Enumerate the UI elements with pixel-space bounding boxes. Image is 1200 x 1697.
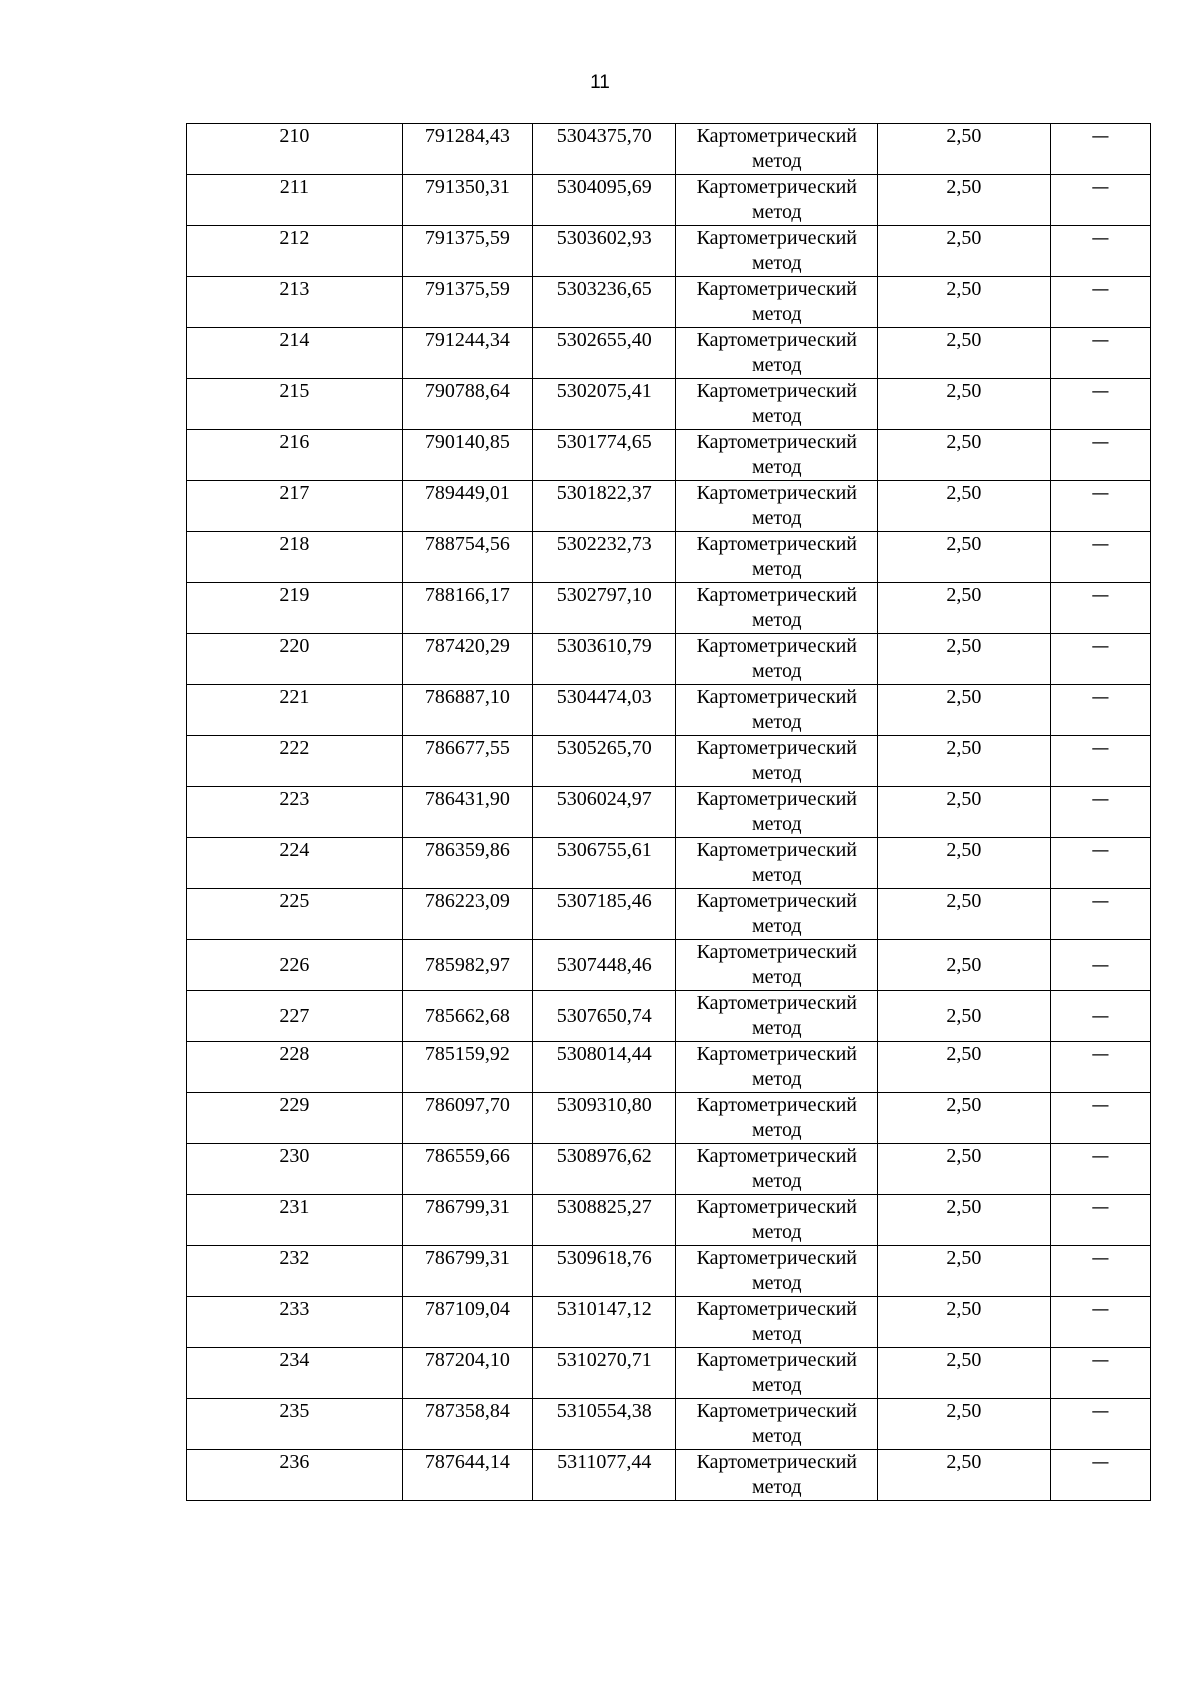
method-cell	[676, 940, 878, 991]
y-coordinate-cell: 5307185,46	[533, 889, 676, 940]
method-line1: Картометрический	[696, 635, 858, 657]
x-coordinate-cell: 790788,64	[402, 379, 532, 430]
note-cell: —	[1050, 1195, 1150, 1246]
x-coordinate-cell: 785159,92	[402, 1042, 532, 1093]
note-cell: —	[1050, 1399, 1150, 1450]
table-row	[187, 1195, 1151, 1246]
note-cell: —	[1050, 532, 1150, 583]
method-line1: Картометрический	[696, 380, 858, 402]
error-cell: 2,50	[878, 1093, 1051, 1144]
method-line2: метод	[751, 1272, 802, 1294]
method-line1: Картометрический	[696, 1094, 858, 1116]
table-row	[187, 736, 1151, 787]
x-coordinate-cell: 786677,55	[402, 736, 532, 787]
y-coordinate-cell: 5310554,38	[533, 1399, 676, 1450]
method-line2: метод	[751, 864, 802, 886]
table-row	[187, 889, 1151, 940]
point-number-cell: 223	[187, 787, 403, 838]
method-cell	[676, 430, 878, 481]
method-line1: Картометрический	[696, 992, 858, 1014]
y-coordinate-cell: 5302232,73	[533, 532, 676, 583]
point-number-cell: 235	[187, 1399, 403, 1450]
error-cell: 2,50	[878, 277, 1051, 328]
method-line1: Картометрический	[696, 1400, 858, 1422]
method-cell	[676, 226, 878, 277]
note-cell: —	[1050, 1297, 1150, 1348]
point-number-cell: 225	[187, 889, 403, 940]
y-coordinate-cell: 5309618,76	[533, 1246, 676, 1297]
method-cell	[676, 175, 878, 226]
y-coordinate-cell: 5302797,10	[533, 583, 676, 634]
y-coordinate-cell: 5302075,41	[533, 379, 676, 430]
x-coordinate-cell: 787204,10	[402, 1348, 532, 1399]
y-coordinate-cell: 5308976,62	[533, 1144, 676, 1195]
error-cell: 2,50	[878, 1246, 1051, 1297]
table-row	[187, 1348, 1151, 1399]
method-line1: Картометрический	[696, 839, 858, 861]
coordinates-table	[186, 123, 1151, 1501]
y-coordinate-cell: 5307650,74	[533, 991, 676, 1042]
method-cell	[676, 1042, 878, 1093]
note-cell: —	[1050, 1042, 1150, 1093]
method-line1: Картометрический	[696, 482, 858, 504]
method-line2: метод	[751, 1221, 802, 1243]
x-coordinate-cell: 786097,70	[402, 1093, 532, 1144]
table-row	[187, 634, 1151, 685]
y-coordinate-cell: 5309310,80	[533, 1093, 676, 1144]
note-cell: —	[1050, 124, 1150, 175]
x-coordinate-cell: 788754,56	[402, 532, 532, 583]
error-cell: 2,50	[878, 1144, 1051, 1195]
method-cell	[676, 889, 878, 940]
table-row	[187, 583, 1151, 634]
y-coordinate-cell: 5310270,71	[533, 1348, 676, 1399]
x-coordinate-cell: 785982,97	[402, 940, 532, 991]
method-line2: метод	[751, 660, 802, 682]
table-row	[187, 685, 1151, 736]
method-line1: Картометрический	[696, 788, 858, 810]
method-cell	[676, 1093, 878, 1144]
method-line2: метод	[751, 558, 802, 580]
error-cell: 2,50	[878, 736, 1051, 787]
error-cell: 2,50	[878, 1297, 1051, 1348]
table-row	[187, 991, 1151, 1042]
point-number-cell: 233	[187, 1297, 403, 1348]
y-coordinate-cell: 5303610,79	[533, 634, 676, 685]
x-coordinate-cell: 791244,34	[402, 328, 532, 379]
point-number-cell: 210	[187, 124, 403, 175]
table-row	[187, 1042, 1151, 1093]
method-line2: метод	[751, 252, 802, 274]
point-number-cell: 226	[187, 940, 403, 991]
table-row	[187, 532, 1151, 583]
table-row	[187, 940, 1151, 991]
point-number-cell: 229	[187, 1093, 403, 1144]
point-number-cell: 216	[187, 430, 403, 481]
table-row	[187, 328, 1151, 379]
method-cell	[676, 124, 878, 175]
method-line2: метод	[751, 762, 802, 784]
point-number-cell: 211	[187, 175, 403, 226]
error-cell: 2,50	[878, 1450, 1051, 1501]
method-cell	[676, 277, 878, 328]
page-number: 11	[590, 72, 610, 93]
point-number-cell: 230	[187, 1144, 403, 1195]
x-coordinate-cell: 786359,86	[402, 838, 532, 889]
method-line2: метод	[751, 507, 802, 529]
method-cell	[676, 1399, 878, 1450]
method-cell	[676, 991, 878, 1042]
method-line2: метод	[751, 201, 802, 223]
point-number-cell: 231	[187, 1195, 403, 1246]
note-cell: —	[1050, 940, 1150, 991]
error-cell: 2,50	[878, 838, 1051, 889]
table-row	[187, 124, 1151, 175]
y-coordinate-cell: 5306024,97	[533, 787, 676, 838]
method-cell	[676, 787, 878, 838]
x-coordinate-cell: 791375,59	[402, 277, 532, 328]
x-coordinate-cell: 790140,85	[402, 430, 532, 481]
table-row	[187, 838, 1151, 889]
table-row	[187, 430, 1151, 481]
method-line1: Картометрический	[696, 176, 858, 198]
point-number-cell: 213	[187, 277, 403, 328]
error-cell: 2,50	[878, 379, 1051, 430]
note-cell: —	[1050, 430, 1150, 481]
method-line2: метод	[751, 609, 802, 631]
method-line1: Картометрический	[696, 431, 858, 453]
method-line2: метод	[751, 405, 802, 427]
x-coordinate-cell: 785662,68	[402, 991, 532, 1042]
note-cell: —	[1050, 1450, 1150, 1501]
method-line1: Картометрический	[696, 533, 858, 555]
method-line1: Картометрический	[696, 125, 858, 147]
note-cell: —	[1050, 481, 1150, 532]
error-cell: 2,50	[878, 328, 1051, 379]
x-coordinate-cell: 788166,17	[402, 583, 532, 634]
y-coordinate-cell: 5304375,70	[533, 124, 676, 175]
method-cell	[676, 1450, 878, 1501]
method-line2: метод	[751, 1476, 802, 1498]
method-line2: метод	[751, 1374, 802, 1396]
method-line1: Картометрический	[696, 686, 858, 708]
point-number-cell: 219	[187, 583, 403, 634]
point-number-cell: 232	[187, 1246, 403, 1297]
y-coordinate-cell: 5308014,44	[533, 1042, 676, 1093]
note-cell: —	[1050, 736, 1150, 787]
y-coordinate-cell: 5304474,03	[533, 685, 676, 736]
y-coordinate-cell: 5303602,93	[533, 226, 676, 277]
method-line2: метод	[751, 813, 802, 835]
x-coordinate-cell: 791350,31	[402, 175, 532, 226]
method-line2: метод	[751, 303, 802, 325]
note-cell: —	[1050, 787, 1150, 838]
method-cell	[676, 481, 878, 532]
error-cell: 2,50	[878, 226, 1051, 277]
y-coordinate-cell: 5304095,69	[533, 175, 676, 226]
method-cell	[676, 1195, 878, 1246]
method-line1: Картометрический	[696, 737, 858, 759]
method-cell	[676, 328, 878, 379]
method-line2: метод	[751, 1068, 802, 1090]
note-cell: —	[1050, 379, 1150, 430]
error-cell: 2,50	[878, 685, 1051, 736]
point-number-cell: 227	[187, 991, 403, 1042]
x-coordinate-cell: 787109,04	[402, 1297, 532, 1348]
y-coordinate-cell: 5301774,65	[533, 430, 676, 481]
error-cell: 2,50	[878, 1042, 1051, 1093]
x-coordinate-cell: 786223,09	[402, 889, 532, 940]
note-cell: —	[1050, 277, 1150, 328]
method-cell	[676, 1144, 878, 1195]
method-cell	[676, 1348, 878, 1399]
error-cell: 2,50	[878, 481, 1051, 532]
method-line2: метод	[751, 711, 802, 733]
point-number-cell: 222	[187, 736, 403, 787]
point-number-cell: 234	[187, 1348, 403, 1399]
method-line2: метод	[751, 1119, 802, 1141]
note-cell: —	[1050, 583, 1150, 634]
error-cell: 2,50	[878, 583, 1051, 634]
method-line1: Картометрический	[696, 1451, 858, 1473]
table-row	[187, 1144, 1151, 1195]
method-cell	[676, 838, 878, 889]
table-row	[187, 1093, 1151, 1144]
y-coordinate-cell: 5307448,46	[533, 940, 676, 991]
x-coordinate-cell: 789449,01	[402, 481, 532, 532]
point-number-cell: 215	[187, 379, 403, 430]
y-coordinate-cell: 5311077,44	[533, 1450, 676, 1501]
error-cell: 2,50	[878, 991, 1051, 1042]
method-cell	[676, 1297, 878, 1348]
method-cell	[676, 634, 878, 685]
point-number-cell: 221	[187, 685, 403, 736]
table-row	[187, 1297, 1151, 1348]
method-line1: Картометрический	[696, 227, 858, 249]
x-coordinate-cell: 787358,84	[402, 1399, 532, 1450]
method-line2: метод	[751, 966, 802, 988]
method-line2: метод	[751, 1425, 802, 1447]
method-line2: метод	[751, 915, 802, 937]
method-line1: Картометрический	[696, 584, 858, 606]
method-line2: метод	[751, 456, 802, 478]
method-line1: Картометрический	[696, 1247, 858, 1269]
method-line2: метод	[751, 1170, 802, 1192]
x-coordinate-cell: 786887,10	[402, 685, 532, 736]
method-line1: Картометрический	[696, 1043, 858, 1065]
table-row	[187, 1450, 1151, 1501]
point-number-cell: 236	[187, 1450, 403, 1501]
method-line1: Картометрический	[696, 1298, 858, 1320]
x-coordinate-cell: 787420,29	[402, 634, 532, 685]
x-coordinate-cell: 786799,31	[402, 1246, 532, 1297]
error-cell: 2,50	[878, 175, 1051, 226]
note-cell: —	[1050, 226, 1150, 277]
table-row	[187, 277, 1151, 328]
note-cell: —	[1050, 1093, 1150, 1144]
method-cell	[676, 685, 878, 736]
y-coordinate-cell: 5310147,12	[533, 1297, 676, 1348]
method-cell	[676, 1246, 878, 1297]
table-body	[187, 124, 1151, 1501]
point-number-cell: 220	[187, 634, 403, 685]
x-coordinate-cell: 791284,43	[402, 124, 532, 175]
point-number-cell: 217	[187, 481, 403, 532]
x-coordinate-cell: 786431,90	[402, 787, 532, 838]
point-number-cell: 218	[187, 532, 403, 583]
error-cell: 2,50	[878, 634, 1051, 685]
point-number-cell: 228	[187, 1042, 403, 1093]
note-cell: —	[1050, 991, 1150, 1042]
table-row	[187, 481, 1151, 532]
method-cell	[676, 736, 878, 787]
method-cell	[676, 379, 878, 430]
table-row	[187, 226, 1151, 277]
method-line1: Картометрический	[696, 1145, 858, 1167]
y-coordinate-cell: 5305265,70	[533, 736, 676, 787]
y-coordinate-cell: 5301822,37	[533, 481, 676, 532]
method-line2: метод	[751, 354, 802, 376]
table-row	[187, 175, 1151, 226]
method-cell	[676, 583, 878, 634]
table-row	[187, 787, 1151, 838]
x-coordinate-cell: 786799,31	[402, 1195, 532, 1246]
method-line1: Картометрический	[696, 1349, 858, 1371]
method-line2: метод	[751, 1017, 802, 1039]
method-line1: Картометрический	[696, 278, 858, 300]
y-coordinate-cell: 5308825,27	[533, 1195, 676, 1246]
error-cell: 2,50	[878, 1399, 1051, 1450]
note-cell: —	[1050, 889, 1150, 940]
method-line1: Картометрический	[696, 890, 858, 912]
error-cell: 2,50	[878, 430, 1051, 481]
error-cell: 2,50	[878, 889, 1051, 940]
error-cell: 2,50	[878, 124, 1051, 175]
note-cell: —	[1050, 1144, 1150, 1195]
point-number-cell: 224	[187, 838, 403, 889]
note-cell: —	[1050, 685, 1150, 736]
error-cell: 2,50	[878, 532, 1051, 583]
y-coordinate-cell: 5302655,40	[533, 328, 676, 379]
y-coordinate-cell: 5306755,61	[533, 838, 676, 889]
error-cell: 2,50	[878, 1195, 1051, 1246]
table-row	[187, 379, 1151, 430]
x-coordinate-cell: 787644,14	[402, 1450, 532, 1501]
x-coordinate-cell: 791375,59	[402, 226, 532, 277]
note-cell: —	[1050, 634, 1150, 685]
note-cell: —	[1050, 175, 1150, 226]
point-number-cell: 214	[187, 328, 403, 379]
error-cell: 2,50	[878, 940, 1051, 991]
note-cell: —	[1050, 1246, 1150, 1297]
method-line2: метод	[751, 150, 802, 172]
note-cell: —	[1050, 1348, 1150, 1399]
note-cell: —	[1050, 838, 1150, 889]
x-coordinate-cell: 786559,66	[402, 1144, 532, 1195]
table-row	[187, 1246, 1151, 1297]
method-line1: Картометрический	[696, 941, 858, 963]
note-cell: —	[1050, 328, 1150, 379]
y-coordinate-cell: 5303236,65	[533, 277, 676, 328]
point-number-cell: 212	[187, 226, 403, 277]
method-line2: метод	[751, 1323, 802, 1345]
method-cell	[676, 532, 878, 583]
table-row	[187, 1399, 1151, 1450]
error-cell: 2,50	[878, 787, 1051, 838]
method-line1: Картометрический	[696, 329, 858, 351]
method-line1: Картометрический	[696, 1196, 858, 1218]
error-cell: 2,50	[878, 1348, 1051, 1399]
